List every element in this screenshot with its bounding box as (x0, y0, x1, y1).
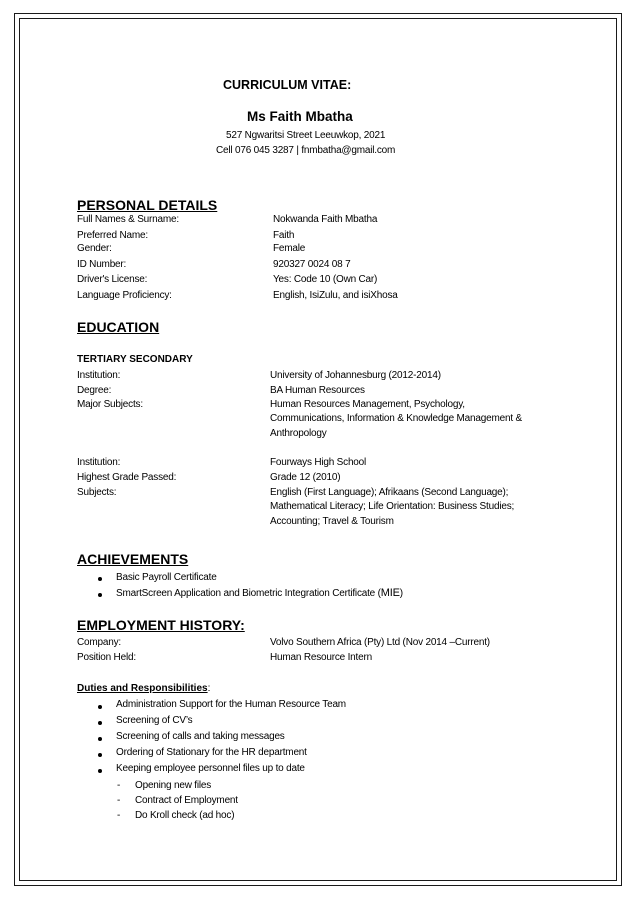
education-heading: EDUCATION (77, 319, 160, 335)
duty-item: Keeping employee personnel files up to date (116, 763, 305, 774)
personal-label: Preferred Name: (77, 230, 148, 241)
employment-label: Position Held: (77, 652, 136, 663)
dash-icon: - (117, 810, 121, 821)
personal-label: Full Names & Surname: (77, 214, 179, 225)
duty-item: Screening of CV’s (116, 715, 193, 726)
personal-details-heading: PERSONAL DETAILS (77, 197, 218, 213)
dash-icon: - (117, 795, 121, 806)
personal-value: Female (273, 243, 306, 254)
personal-value: Yes: Code 10 (Own Car) (273, 274, 378, 285)
bullet-icon (98, 593, 102, 597)
personal-label: ID Number: (77, 259, 127, 270)
achievement-mie: MIE (380, 587, 400, 599)
employment-value: Volvo Southern Africa (Pty) Ltd (Nov 2014 –Current) (270, 637, 490, 648)
employment-history-heading: EMPLOYMENT HISTORY: (77, 617, 245, 633)
bullet-icon (98, 769, 102, 773)
bullet-icon (98, 721, 102, 725)
employment-label: Company: (77, 637, 121, 648)
personal-value: Faith (273, 230, 295, 241)
education-value: Grade 12 (2010) (270, 472, 341, 483)
personal-value: 920327 0024 08 7 (273, 259, 351, 270)
education-value: University of Johannesburg (2012-2014) (270, 370, 441, 381)
document-title: CURRICULUM VITAE: (223, 78, 352, 92)
education-label: Highest Grade Passed: (77, 472, 177, 483)
contact-line: Cell 076 045 3287 | fnmbatha@gmail.com (216, 145, 396, 156)
personal-value: Nokwanda Faith Mbatha (273, 214, 378, 225)
education-value: Fourways High School (270, 457, 367, 468)
achievement-item: Basic Payroll Certificate (116, 572, 217, 583)
education-label: Institution: (77, 457, 121, 468)
education-value: English (First Language); Afrikaans (Second Language); (270, 487, 509, 498)
duties-heading-colon: : (207, 683, 211, 694)
education-label: Institution: (77, 370, 121, 381)
education-value-continued: Mathematical Literacy; Life Orientation: Business Studies; (270, 501, 515, 512)
duties-heading-text: Duties and Responsibilities (77, 683, 208, 694)
employment-value: Human Resource Intern (270, 652, 372, 663)
duty-item: Screening of calls and taking messages (116, 731, 285, 742)
achievement-close-paren: ) (399, 588, 403, 599)
education-label: Major Subjects: (77, 399, 143, 410)
bullet-icon (98, 737, 102, 741)
achievement-text: SmartScreen Application and Biometric Integration Certificate ( (116, 588, 381, 599)
education-label: Subjects: (77, 487, 117, 498)
tertiary-secondary-subheading: TERTIARY SECONDARY (77, 354, 193, 365)
bullet-icon (98, 753, 102, 757)
education-label: Degree: (77, 385, 112, 396)
education-value-continued: Accounting; Travel & Tourism (270, 516, 394, 527)
duty-item: Administration Support for the Human Resource Team (116, 699, 346, 710)
education-value-continued: Anthropology (270, 428, 327, 439)
education-value: BA Human Resources (270, 385, 365, 396)
address: 527 Ngwaritsi Street Leeuwkop, 2021 (226, 130, 386, 141)
education-value-continued: Communications, Information & Knowledge Management & (270, 413, 522, 424)
personal-label: Driver's License: (77, 274, 148, 285)
sub-duty-item: Do Kroll check (ad hoc) (135, 810, 235, 821)
bullet-icon (98, 705, 102, 709)
dash-icon: - (117, 780, 121, 791)
sub-duty-item: Opening new files (135, 780, 212, 791)
bullet-icon (98, 577, 102, 581)
sub-duty-item: Contract of Employment (135, 795, 238, 806)
achievements-heading: ACHIEVEMENTS (77, 551, 189, 567)
personal-label: Gender: (77, 243, 112, 254)
personal-value: English, IsiZulu, and isiXhosa (273, 290, 398, 301)
candidate-name: Ms Faith Mbatha (247, 109, 353, 124)
duty-item: Ordering of Stationary for the HR department (116, 747, 307, 758)
personal-label: Language Proficiency: (77, 290, 172, 301)
education-value: Human Resources Management, Psychology, (270, 399, 465, 410)
achievement-item (116, 587, 403, 599)
duties-heading (77, 683, 210, 694)
